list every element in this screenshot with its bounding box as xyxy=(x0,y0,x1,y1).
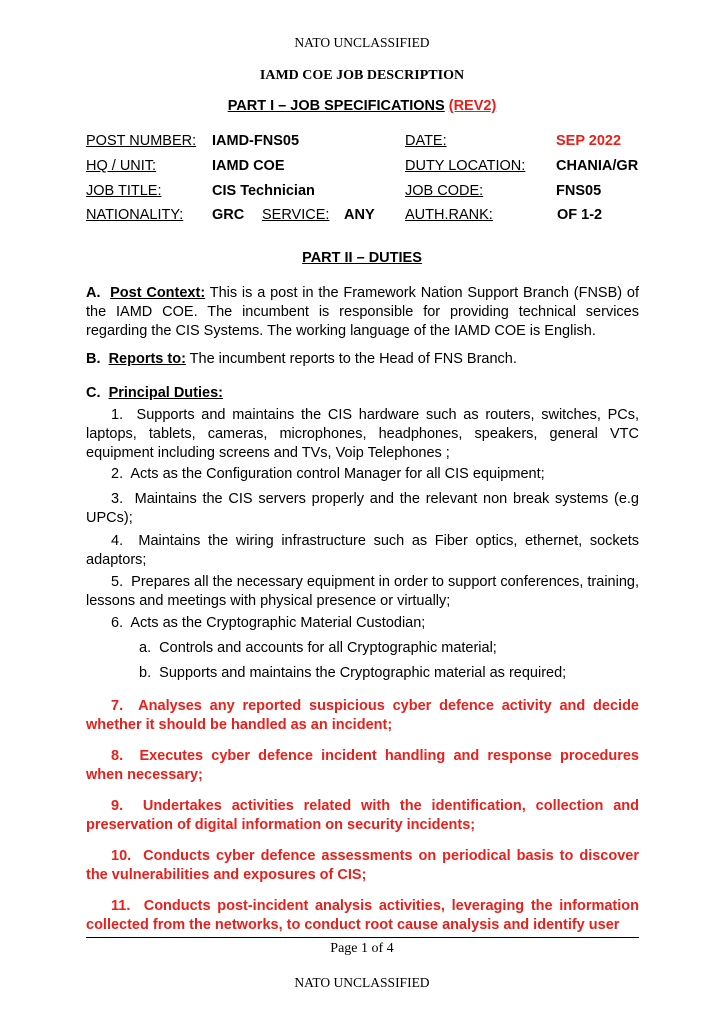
duty-item xyxy=(86,614,639,633)
revised-duty-item xyxy=(86,797,639,835)
subduty-item xyxy=(139,664,639,683)
post-number-label: POST NUMBER: xyxy=(86,133,197,149)
service-value: ANY xyxy=(344,207,375,223)
hq-unit-label: HQ / UNIT: xyxy=(86,158,157,174)
subduty-text: Supports and maintains the Cryptographic material as required; xyxy=(159,665,567,681)
duty-number: 9. xyxy=(111,798,124,814)
post-number-value: IAMD-FNS05 xyxy=(212,133,300,149)
section-b-letter: B. xyxy=(86,351,101,367)
section-principal-duties xyxy=(86,384,639,403)
duty-number: 4. xyxy=(111,533,124,549)
duty-text: Supports and maintains the CIS hardware such as routers, switches, PCs, laptops, tablets, cameras, microphones, headphones, speakers, general VTC equipment including screens and TVs, Voip Telephones ; xyxy=(86,407,639,461)
duty-text: Analyses any reported suspicious cyber defence activity and decide whether it should be handled as an incident; xyxy=(86,698,639,733)
duty-text: Acts as the Cryptographic Material Custodian; xyxy=(130,615,426,631)
duty-item xyxy=(86,465,639,484)
auth-rank-value: OF 1-2 xyxy=(557,207,603,223)
duty-location-value: CHANIA/GR xyxy=(556,158,639,174)
subduty-item xyxy=(139,639,639,658)
auth-rank-label: AUTH.RANK: xyxy=(405,207,493,223)
section-b-heading: Reports to: xyxy=(108,351,186,367)
date-label: DATE: xyxy=(405,133,447,149)
revision-marker: (REV2) xyxy=(448,98,497,114)
duty-item xyxy=(86,490,639,528)
nationality-value: GRC xyxy=(212,207,245,223)
hq-unit-value: IAMD COE xyxy=(212,158,285,174)
duty-item xyxy=(86,406,639,463)
subduty-text: Controls and accounts for all Cryptographic material; xyxy=(159,640,497,656)
duty-number: 6. xyxy=(111,615,124,631)
classification-footer: NATO UNCLASSIFIED xyxy=(294,975,430,990)
part1-heading xyxy=(0,98,724,114)
duty-text: Prepares all the necessary equipment in order to support conferences, training, lessons and meetings with physical presence or virtually; xyxy=(86,574,639,609)
duty-text: Conducts post-incident analysis activities, leveraging the information collected from the networks, to conduct root cause analysis and identify user xyxy=(86,898,639,933)
duty-text: Maintains the wiring infrastructure such as Fiber optics, ethernet, sockets adaptors; xyxy=(86,533,640,568)
duty-location-label: DUTY LOCATION: xyxy=(405,158,526,174)
section-a-letter: A. xyxy=(86,285,101,301)
duty-text: Undertakes activities related with the identification, collection and preservation of digital information on security incidents; xyxy=(86,798,639,833)
revised-duty-item xyxy=(86,847,639,885)
revised-duty-item xyxy=(86,747,639,785)
nationality-label: NATIONALITY: xyxy=(86,207,184,223)
duty-text: Acts as the Configuration control Manager for all CIS equipment; xyxy=(130,466,545,482)
duty-text: Conducts cyber defence assessments on periodical basis to discover the vulnerabilities and exposures of CIS; xyxy=(86,848,639,883)
job-title-label: JOB TITLE: xyxy=(86,183,162,199)
duty-item xyxy=(86,573,639,611)
service-label: SERVICE: xyxy=(262,207,330,223)
part1-title: PART I – JOB SPECIFICATIONS xyxy=(227,98,445,114)
duty-number: 11. xyxy=(111,898,131,914)
section-c-letter: C. xyxy=(86,385,101,401)
section-a-text: This is a post in the Framework Nation Support Branch (FNSB) of the IAMD COE. The incumbent is responsible for providing technical services regarding the CIS Systems. The working language of the IAMD COE is English. xyxy=(86,285,640,339)
document-title: IAMD COE JOB DESCRIPTION xyxy=(259,68,465,83)
job-code-label: JOB CODE: xyxy=(405,183,484,199)
classification-header: NATO UNCLASSIFIED xyxy=(294,35,430,50)
duty-number: 2. xyxy=(111,466,124,482)
subduty-letter: b. xyxy=(139,665,152,681)
part2-heading: PART II – DUTIES xyxy=(302,250,422,266)
subduty-letter: a. xyxy=(139,640,152,656)
revised-duty-item xyxy=(86,697,639,735)
duty-number: 10. xyxy=(111,848,132,864)
section-reports-to xyxy=(86,350,639,369)
duty-item xyxy=(86,532,639,570)
duty-number: 5. xyxy=(111,574,124,590)
duty-number: 1. xyxy=(111,407,124,423)
section-b-text: The incumbent reports to the Head of FNS Branch. xyxy=(185,351,517,367)
duty-number: 7. xyxy=(111,698,124,714)
job-title-value: CIS Technician xyxy=(212,183,315,199)
duty-number: 8. xyxy=(111,748,124,764)
footer-divider xyxy=(86,937,639,938)
duty-text: Maintains the CIS servers properly and the relevant non break systems (e.g UPCs); xyxy=(86,491,639,526)
section-a-heading: Post Context: xyxy=(110,285,206,301)
job-code-value: FNS05 xyxy=(556,183,602,199)
revised-duty-item xyxy=(86,897,639,935)
date-value: SEP 2022 xyxy=(556,133,622,149)
page-number: Page 1 of 4 xyxy=(330,941,394,956)
section-post-context xyxy=(86,284,639,341)
section-c-heading: Principal Duties: xyxy=(108,385,223,401)
duty-text: Executes cyber defence incident handling and response procedures when necessary; xyxy=(86,748,639,783)
duty-number: 3. xyxy=(111,491,124,507)
